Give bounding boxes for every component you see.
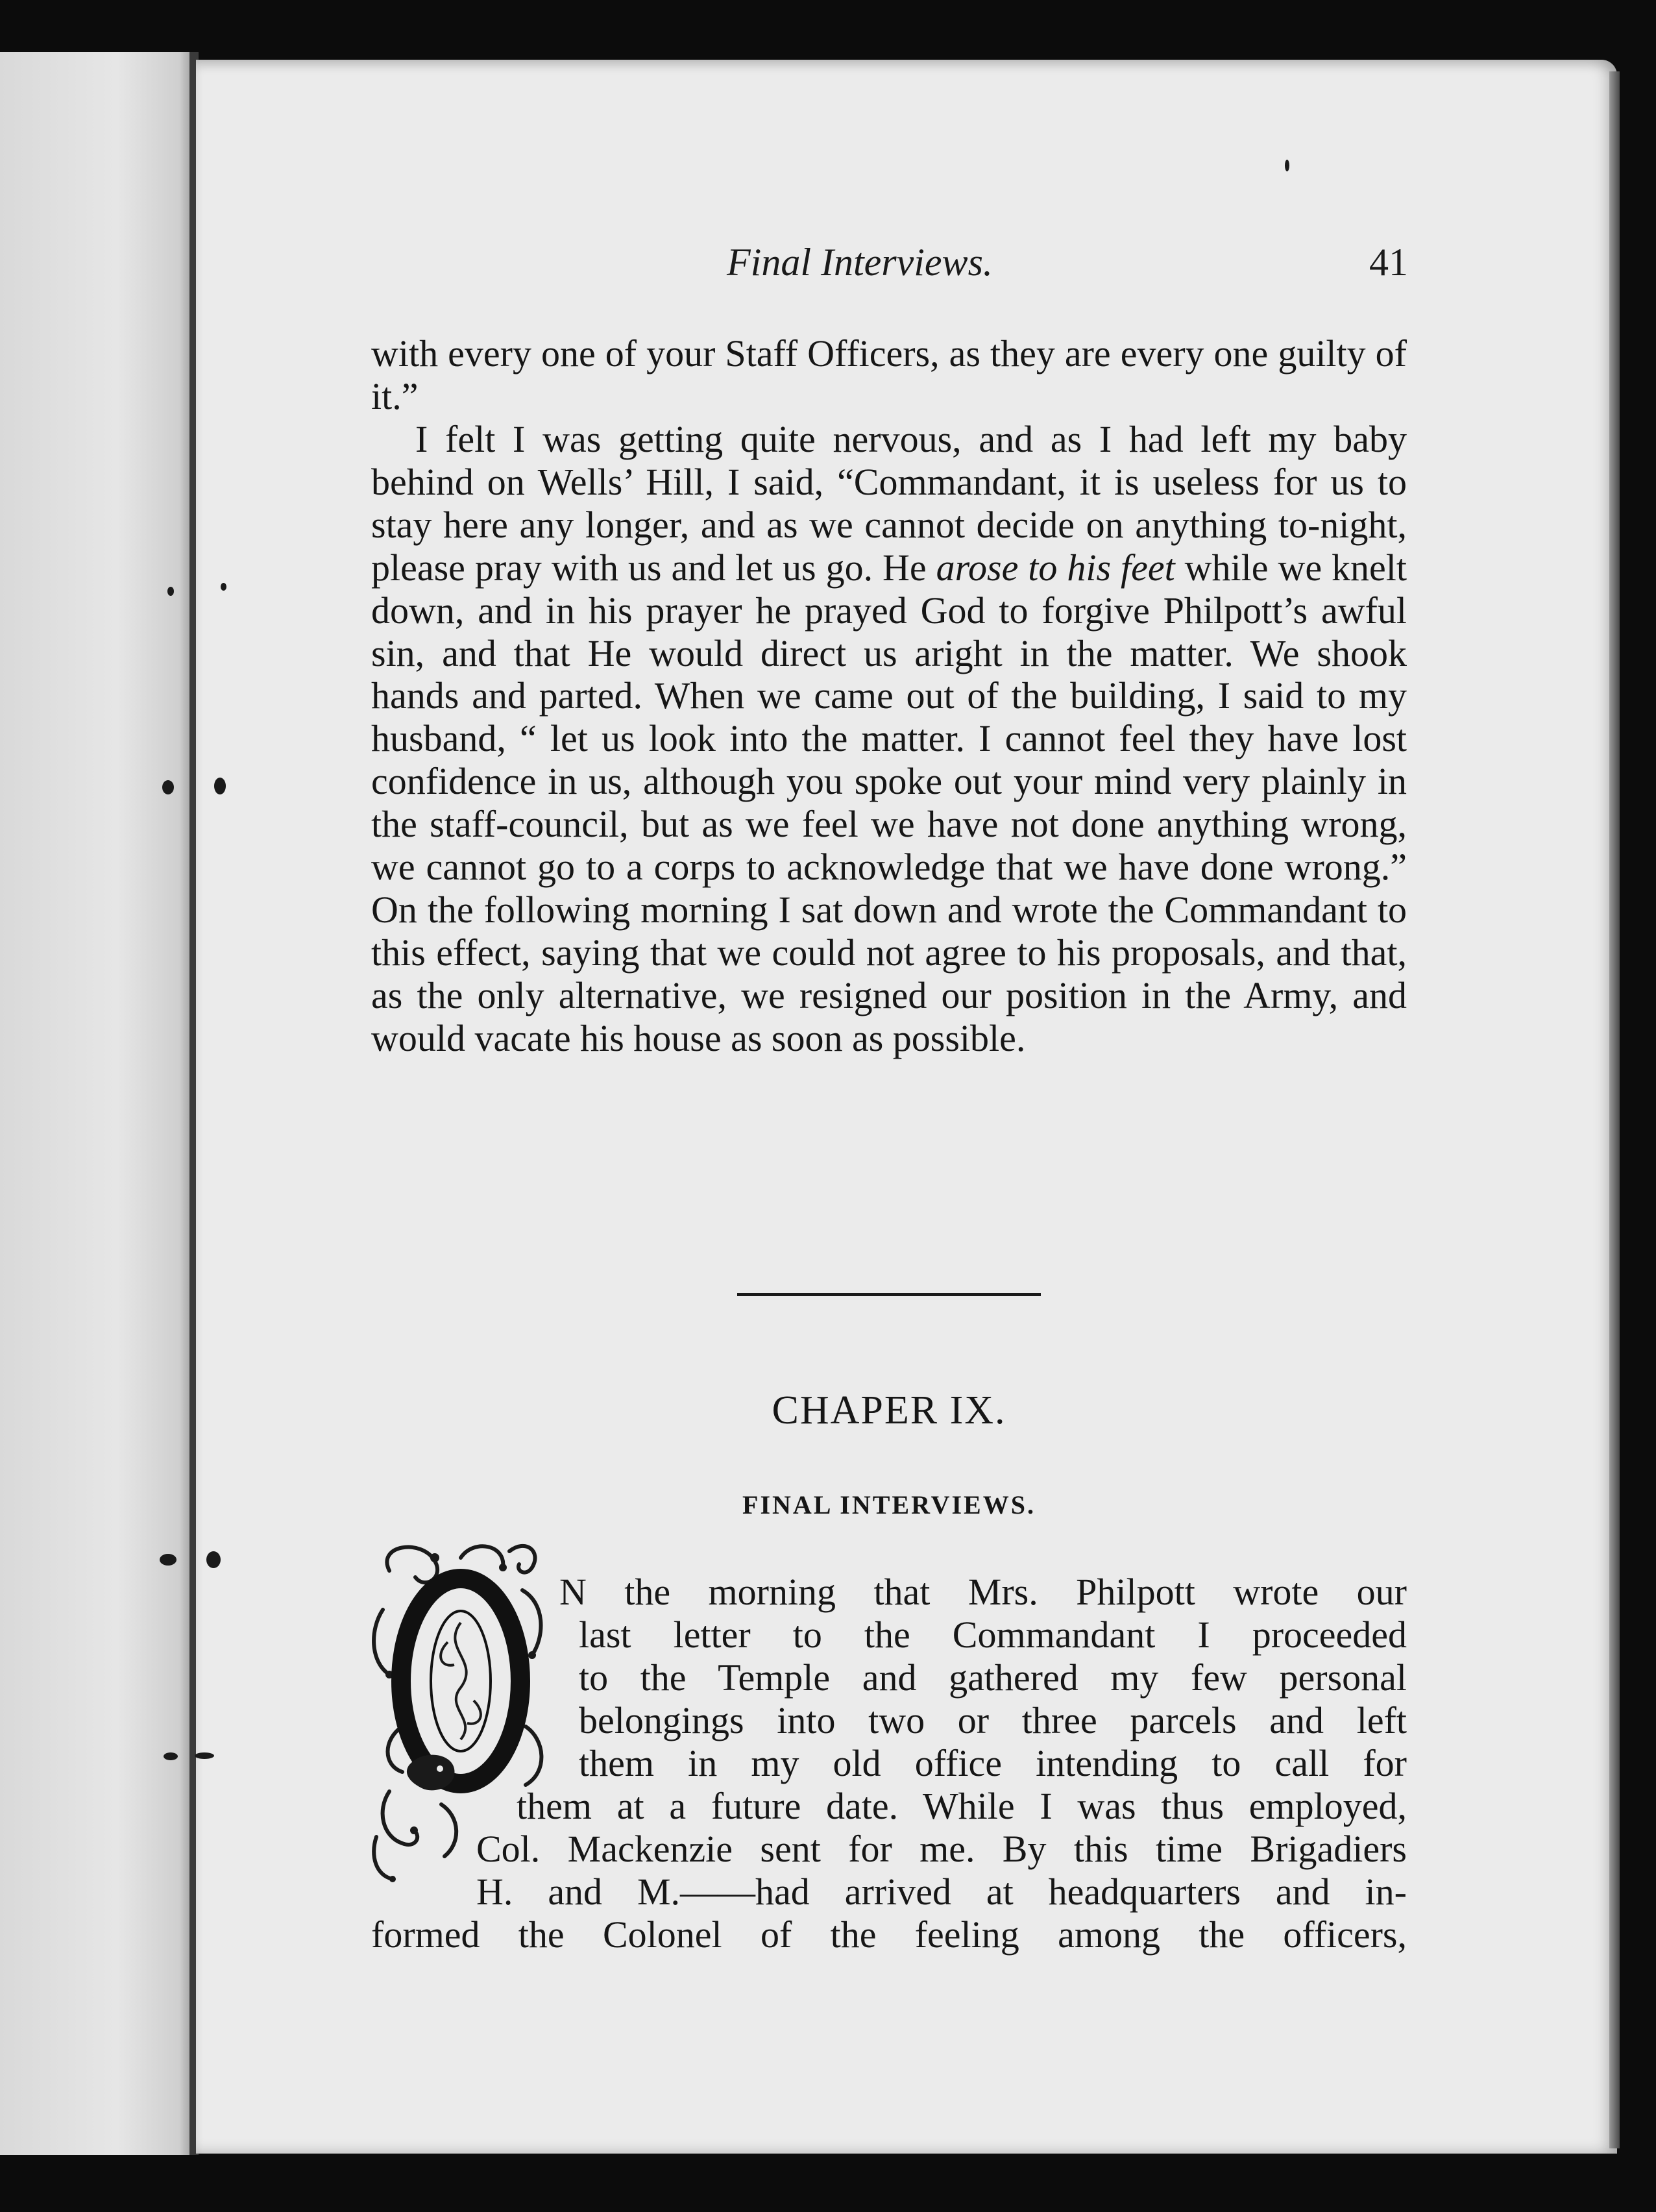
paragraph-2-text-start: I felt I was getting quite nervous, and as I had left my baby behind on Wells’ Hill, I said, “Commandant, it is useless for us to stay here any longer, and as we cannot decide on anything to-night, please pray with us and let us go. He	[371, 418, 1407, 589]
opening-line: them in my old office intending to call for	[579, 1742, 1407, 1784]
margin-speck	[221, 583, 226, 591]
paragraph-2-italic-phrase: arose to his feet	[936, 546, 1175, 589]
margin-speck	[214, 778, 226, 794]
margin-speck	[167, 587, 174, 596]
margin-speck	[206, 1551, 221, 1568]
opening-line: them at a future date. While I was thus employed,	[517, 1785, 1407, 1827]
left-page-edge	[0, 52, 195, 2155]
page-number: 41	[1369, 241, 1408, 284]
opening-line: last letter to the Commandant I proceeded	[579, 1614, 1407, 1656]
opening-line: formed the Colonel of the feeling among the officers,	[371, 1913, 1407, 1956]
running-header	[370, 240, 1408, 299]
paragraph-2	[371, 418, 1407, 1060]
opening-line: to the Temple and gathered my few personal	[579, 1656, 1407, 1699]
section-divider-rule	[737, 1293, 1041, 1296]
paragraph-1: with every one of your Staff Officers, as they are every one guilty of it.”	[371, 332, 1407, 417]
opening-line: H. and M.——had arrived at headquarters and in-	[476, 1871, 1407, 1913]
opening-line: N the morning that Mrs. Philpott wrote our	[559, 1571, 1407, 1613]
chapter-title: CHAPER IX.	[772, 1388, 1006, 1432]
opening-line: Col. Mackenzie sent for me. By this time Brigadiers	[476, 1828, 1407, 1870]
running-title: Final Interviews.	[727, 241, 993, 284]
opening-line: belongings into two or three parcels and left	[579, 1699, 1407, 1741]
margin-speck	[195, 1752, 214, 1759]
chapter-subtitle: FINAL INTERVIEWS.	[742, 1490, 1036, 1519]
margin-speck	[162, 780, 174, 794]
paragraph-2-text-end: while we knelt down, and in his prayer he prayed God to forgive Philpott’s awful sin, and that He would direct us aright in the matter. We shook hands and parted. When we came out of the building, I said to my husband, “ let us look into the matter. I cannot feel they have lost confidence in us, although you spoke out your mind very plainly in the staff-council, but as we feel we have not done anything wrong, we cannot go to a corps to acknowledge that we have done wrong.” On the following morning I sat down and wrote the Commandant to this effect, saying that we could not agree to his proposals, and that, as the only alternative, we resigned our position in the Army, and would vacate his house as soon as possible.	[371, 546, 1407, 1059]
page-right-edge	[1609, 71, 1620, 2148]
margin-speck	[164, 1752, 178, 1760]
margin-speck	[1285, 160, 1289, 171]
margin-speck	[160, 1554, 177, 1566]
